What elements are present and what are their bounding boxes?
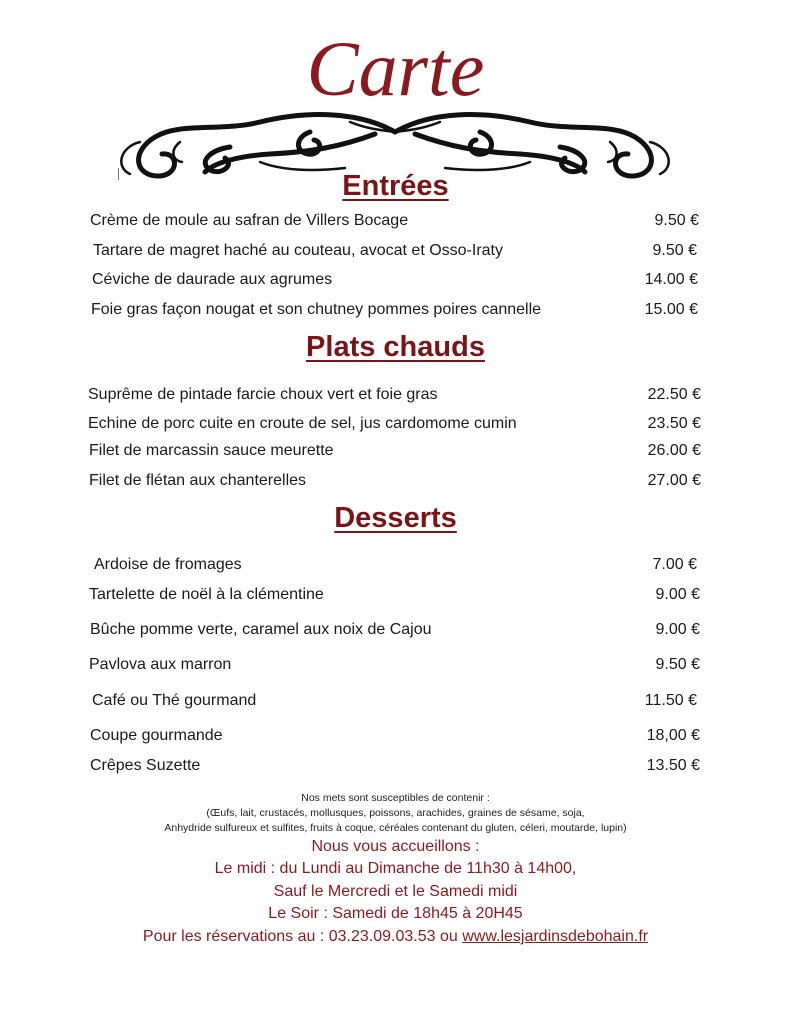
hours-exception: Sauf le Mercredi et le Samedi midi <box>273 883 518 900</box>
item-price: 9.00 € <box>655 621 700 638</box>
item-price: 26.00 € <box>647 442 701 459</box>
item-name: Pavlova aux marron <box>89 656 232 673</box>
item-name: Tartelette de noël à la clémentine <box>89 586 324 603</box>
menu-item <box>0 472 791 492</box>
website-link[interactable]: www.lesjardinsdebohain.fr <box>462 928 649 945</box>
menu-item <box>0 415 791 435</box>
item-name: Echine de porc cuite en croute de sel, jus cardomome cumin <box>88 415 517 432</box>
item-name: Foie gras façon nougat et son chutney pommes poires cannelle <box>91 301 542 318</box>
menu-item <box>0 301 791 321</box>
hours-lunch: Le midi : du Lundi au Dimanche de 11h30 à 14h00, <box>214 860 577 877</box>
item-name: Tartare de magret haché au couteau, avocat et Osso-Iraty <box>93 242 503 259</box>
item-name: Ardoise de fromages <box>94 556 242 573</box>
menu-item <box>0 621 791 641</box>
item-price: 23.50 € <box>647 415 701 432</box>
item-price: 9.50 € <box>655 656 700 673</box>
menu-title: Carte <box>306 25 485 112</box>
item-price: 9.50 € <box>654 212 699 229</box>
allergen-list-line: (Œufs, lait, crustacés, mollusques, poissons, arachides, graines de sésame, soja, <box>206 807 585 819</box>
allergen-list-line: Anhydride sulfureux et sulfites, fruits à coque, céréales contenant du gluten, céleri, moutarde, lupin) <box>164 822 627 834</box>
item-price: 18,00 € <box>646 727 700 744</box>
menu-item <box>0 212 791 232</box>
reservation-phone-text: Pour les réservations au : 03.23.09.03.53 ou <box>142 928 458 945</box>
item-name: Bûche pomme verte, caramel aux noix de Cajou <box>90 621 432 638</box>
menu-item <box>0 556 791 576</box>
item-name: Céviche de daurade aux agrumes <box>92 271 333 288</box>
item-name: Café ou Thé gourmand <box>92 692 257 709</box>
allergen-notice-title: Nos mets sont susceptibles de contenir : <box>301 792 490 804</box>
menu-item <box>0 656 791 676</box>
menu-item <box>0 271 791 291</box>
item-price: 27.00 € <box>647 472 701 489</box>
section-title-entrees: Entrées <box>342 170 449 202</box>
menu-item <box>0 242 791 262</box>
menu-item <box>0 386 791 406</box>
item-name: Crêpes Suzette <box>90 757 201 774</box>
section-title-plats-chauds: Plats chauds <box>306 331 485 363</box>
item-name: Coupe gourmande <box>90 727 223 744</box>
hours-evening: Le Soir : Samedi de 18h45 à 20H45 <box>268 905 523 922</box>
menu-header-logo <box>0 0 791 190</box>
menu-item <box>0 442 791 462</box>
item-price: 7.00 € <box>652 556 697 573</box>
item-name: Filet de flétan aux chanterelles <box>89 472 307 489</box>
menu-item <box>0 692 791 712</box>
item-name: Filet de marcassin sauce meurette <box>89 442 334 459</box>
item-price: 9.50 € <box>652 242 697 259</box>
welcome-heading: Nous vous accueillons : <box>311 838 480 855</box>
section-title-desserts: Desserts <box>334 502 457 534</box>
menu-item <box>0 586 791 606</box>
item-price: 14.00 € <box>644 271 698 288</box>
item-name: Suprême de pintade farcie choux vert et foie gras <box>88 386 438 403</box>
menu-item <box>0 727 791 747</box>
item-price: 13.50 € <box>646 757 700 774</box>
item-price: 9.00 € <box>655 586 700 603</box>
reservation-line <box>0 928 791 946</box>
item-price: 15.00 € <box>644 301 698 318</box>
item-name: Crème de moule au safran de Villers Bocage <box>90 212 409 229</box>
item-price: 11.50 € <box>644 692 697 709</box>
item-price: 22.50 € <box>647 386 701 403</box>
menu-item <box>0 757 791 777</box>
